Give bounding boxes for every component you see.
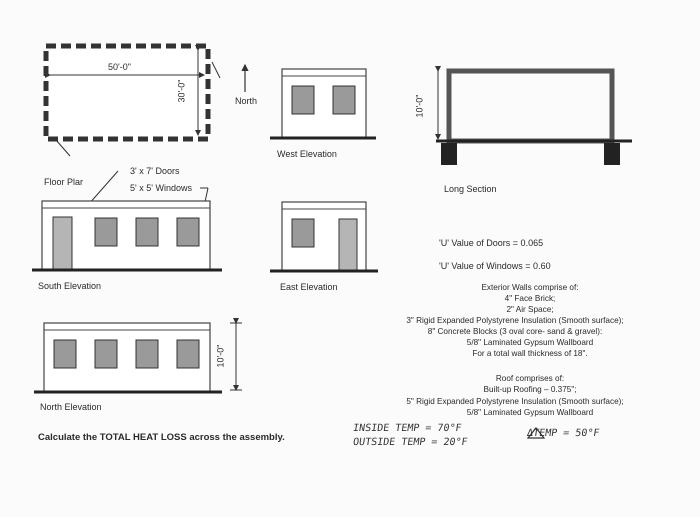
inside-temp-note: INSIDE TEMP = 70°F	[352, 423, 463, 434]
roof-layer: 5" Rigid Expanded Polystyrene Insulation (Smooth surface);	[406, 397, 624, 406]
east-elevation-drawing	[270, 202, 378, 271]
wall-layer: 4" Face Brick;	[504, 294, 556, 303]
south-elevation-label: South Elevation	[38, 281, 102, 291]
doors-callout: 3' x 7' Doors	[130, 166, 180, 176]
roof-title: Roof comprises of:	[495, 374, 565, 383]
long-section-label: Long Section	[444, 184, 497, 194]
roof-layer: Built-up Roofing – 0.375";	[483, 385, 577, 394]
roof-layer: 5/8" Laminated Gypsum Wallboard	[466, 408, 594, 417]
north-elev-height-label: 10'-0"	[215, 344, 226, 368]
wall-layer: 3" Rigid Expanded Polystyrene Insulation (Smooth surface);	[406, 316, 624, 325]
wall-layer: 2" Air Space;	[506, 305, 554, 314]
west-elevation-drawing	[270, 69, 376, 138]
wall-layer: 8" Concrete Blocks (3 oval core- sand & gravel):	[427, 327, 603, 336]
south-elevation-drawing	[32, 201, 222, 270]
section-height-label: 10'-0"	[414, 94, 425, 118]
north-elevation-label: North Elevation	[40, 402, 102, 412]
north-elevation-drawing	[34, 323, 242, 392]
windows-callout: 5' x 5' Windows	[130, 183, 192, 193]
dim-length-label: 50'-0"	[108, 62, 131, 72]
walls-title: Exterior Walls comprise of:	[481, 283, 579, 292]
u-value-windows: 'U' Value of Windows = 0.60	[439, 261, 551, 271]
dim-width-label: 30'-0"	[176, 79, 187, 103]
east-elevation-label: East Elevation	[280, 282, 338, 292]
long-section-drawing	[436, 71, 632, 165]
u-value-doors: 'U' Value of Doors = 0.065	[439, 238, 544, 248]
wall-thickness-note: For a total wall thickness of 18".	[472, 349, 588, 358]
delta-temp-note: ΔTEMP = 50°F	[526, 428, 601, 439]
north-label: North	[235, 96, 258, 106]
floor-plan-label: Floor Plar	[44, 177, 84, 187]
floor-plan	[46, 46, 220, 156]
west-elevation-label: West Elevation	[277, 149, 337, 159]
outside-temp-note: OUTSIDE TEMP = 20°F	[352, 437, 469, 448]
question-text: Calculate the TOTAL HEAT LOSS across the assembly.	[38, 432, 285, 443]
wall-layer: 5/8" Laminated Gypsum Wallboard	[466, 338, 594, 347]
